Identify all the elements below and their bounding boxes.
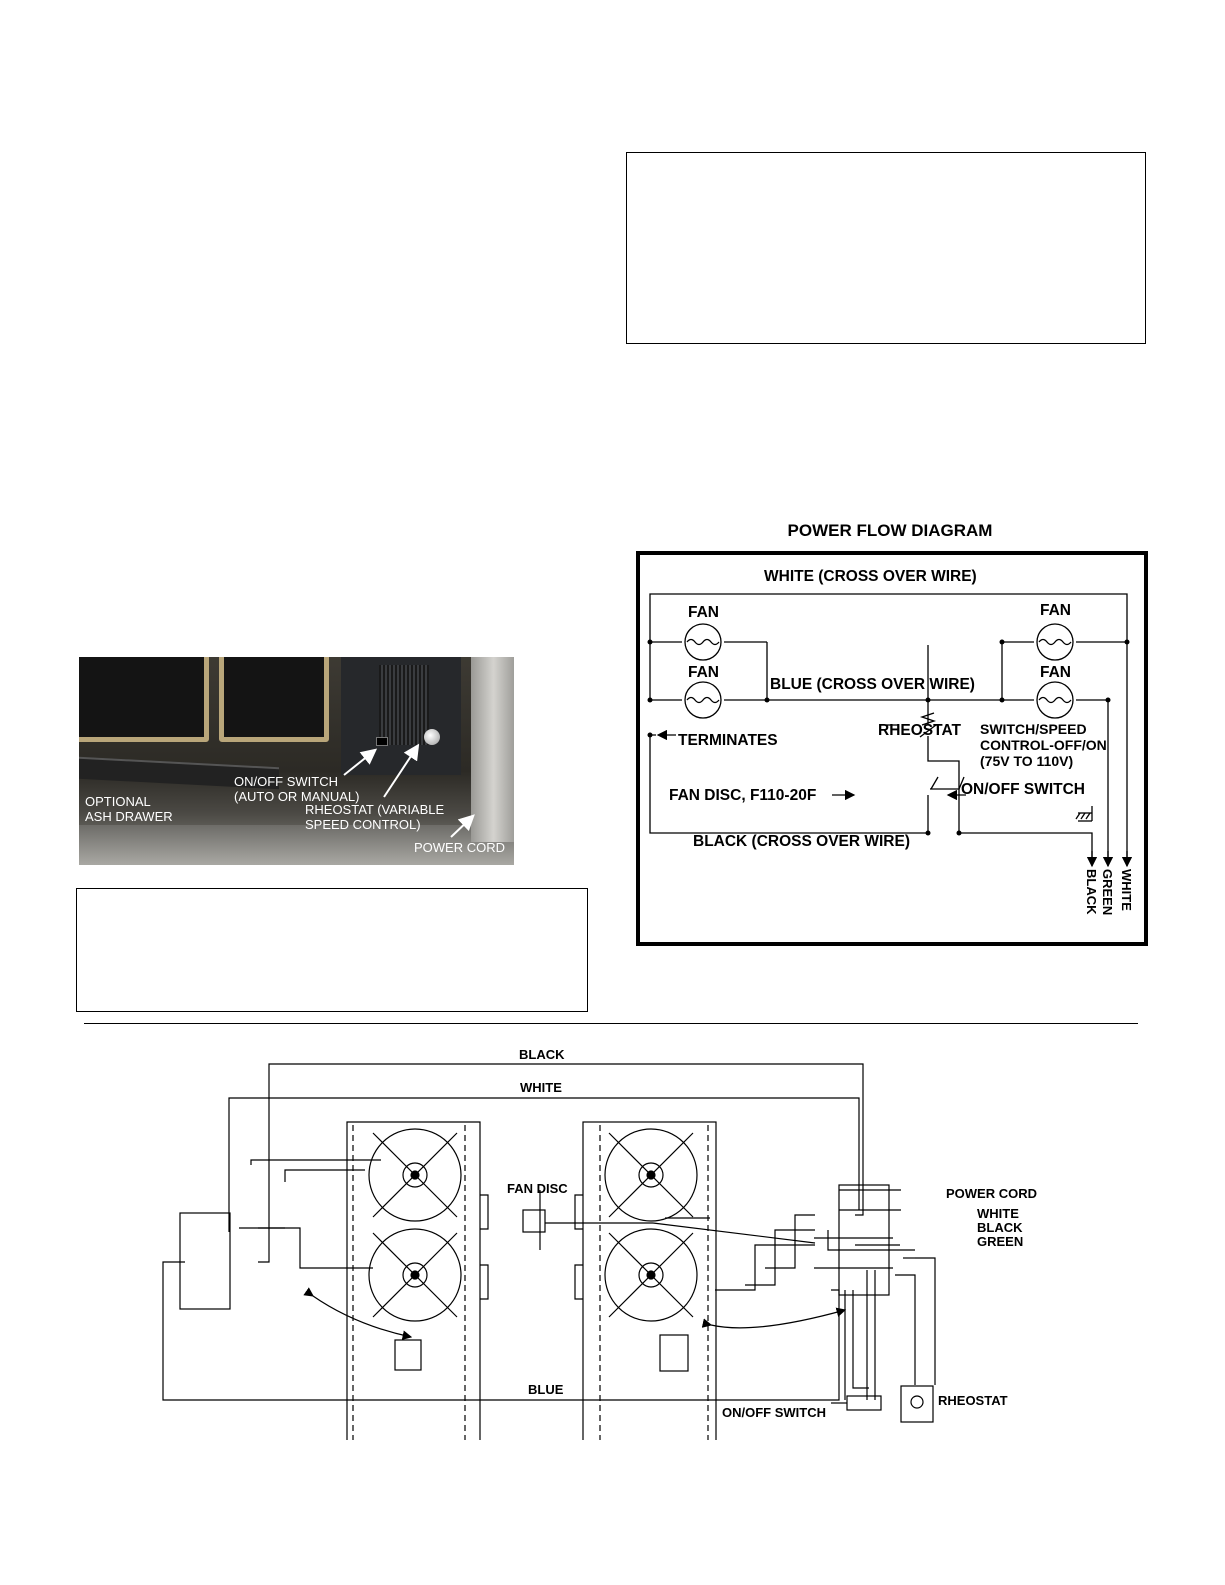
switch-symbol <box>931 777 938 789</box>
arrow-rheostat <box>384 747 417 797</box>
label-lead-black: BLACK <box>1084 869 1099 915</box>
ground-symbol <box>1076 813 1092 819</box>
fan-symbols <box>685 624 1073 718</box>
terminal-strip-left <box>395 1340 421 1370</box>
label-power-cord: POWER CORD <box>414 840 505 855</box>
top-right-note-box <box>626 152 1146 344</box>
right-terminal-block <box>839 1185 889 1295</box>
label-black: BLACK <box>519 1050 565 1062</box>
label-lead-green: GREEN <box>1100 869 1115 916</box>
label-switch-speed-3: (75V TO 110V) <box>980 753 1074 769</box>
section-divider <box>84 1023 1138 1024</box>
label-fan-4: FAN <box>1040 664 1071 681</box>
fan-disc-body <box>523 1210 545 1232</box>
power-flow-title: POWER FLOW DIAGRAM <box>787 521 993 540</box>
rheostat-box <box>901 1386 933 1422</box>
label-cord-black: BLACK <box>977 1220 1023 1235</box>
terminal-strip-right <box>660 1335 688 1371</box>
label-on-off-switch: ON/OFF SWITCH <box>722 1405 826 1420</box>
label-fan-disc: FAN DISC, F110-20F <box>669 787 817 804</box>
label-fan-1: FAN <box>688 604 719 621</box>
label-lead-white: WHITE <box>1119 869 1134 911</box>
label-switch-speed-1: SWITCH/SPEED <box>980 721 1087 737</box>
label-blue-wire: BLUE (CROSS OVER WIRE) <box>770 676 975 693</box>
label-on-off-switch: ON/OFF SWITCH <box>961 781 1085 798</box>
label-cord-white: WHITE <box>977 1206 1019 1221</box>
wiring-diagram <box>155 1050 1055 1440</box>
label-switch-speed-2: CONTROL-OFF/ON <box>980 737 1107 753</box>
label-black-wire: BLACK (CROSS OVER WIRE) <box>693 833 910 850</box>
label-blue: BLUE <box>528 1382 564 1397</box>
on-off-switch-box <box>847 1396 881 1410</box>
photo-arrows <box>79 657 514 865</box>
power-flow-diagram <box>636 551 1148 946</box>
wiring-fans <box>369 1129 697 1371</box>
label-terminates: TERMINATES <box>678 732 778 749</box>
label-cord-green: GREEN <box>977 1234 1024 1249</box>
label-white-wire: WHITE (CROSS OVER WIRE) <box>764 568 977 585</box>
label-white: WHITE <box>520 1080 562 1095</box>
label-rheostat: RHEOSTAT <box>938 1393 1008 1408</box>
label-ash-drawer: OPTIONAL ASH DRAWER <box>85 794 173 824</box>
label-fan-2: FAN <box>688 664 719 681</box>
label-rheostat: RHEOSTAT <box>878 722 961 739</box>
label-fan-3: FAN <box>1040 602 1071 619</box>
label-power-cord: POWER CORD <box>946 1186 1037 1201</box>
label-on-off-switch: ON/OFF SWITCH (AUTO OR MANUAL) <box>234 774 360 804</box>
label-rheostat: RHEOSTAT (VARIABLE SPEED CONTROL) <box>305 802 445 832</box>
label-fan-disc: FAN DISC <box>507 1181 568 1196</box>
bottom-left-note-box <box>76 888 588 1012</box>
left-terminal-block <box>180 1213 230 1309</box>
stove-control-photo <box>79 657 514 865</box>
arrow-switch <box>344 751 374 775</box>
arrow-power-cord <box>451 817 472 837</box>
